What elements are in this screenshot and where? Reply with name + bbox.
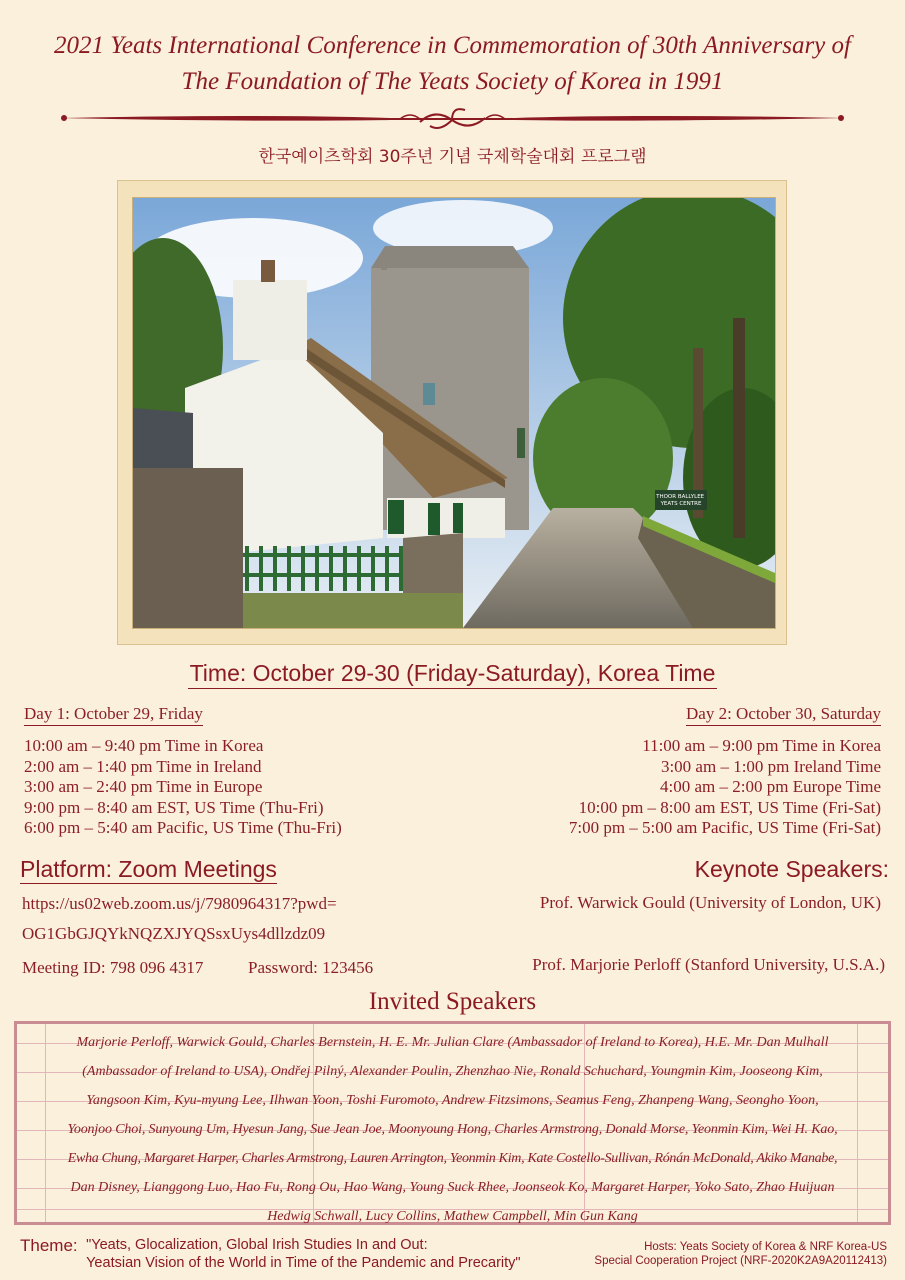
invited-heading: Invited Speakers	[368, 988, 537, 1015]
invited-line: Ewha Chung, Margaret Harper, Charles Armstrong, Lauren Arrington, Yeonmin Kim, Kate Costello-Sullivan, Rónán McDonald, Akiko Manabe,	[67, 1151, 838, 1166]
theme-label: Theme:	[20, 1236, 78, 1255]
theme-line2: Yeatsian Vision of the World in Time of the Pandemic and Precarity"	[86, 1255, 521, 1271]
conference-title-line2: The Foundation of The Yeats Society of Korea in 1991	[181, 68, 724, 95]
day1-label: Day 1: October 29, Friday	[24, 704, 203, 726]
invited-line: Dan Disney, Lianggong Luo, Hao Fu, Rong Ou, Hao Wang, Young Suck Rhee, Joonseok Ko, Margaret Harper, Yoko Sato, Zhao Huijuan	[70, 1180, 835, 1195]
invited-line: Marjorie Perloff, Warwick Gould, Charles Bernstein, H. E. Mr. Julian Clare (Ambassador of Ireland to Korea), H.E. Mr. Dan Mulhall	[76, 1035, 829, 1050]
invited-line: Yoonjoo Choi, Sunyoung Um, Hyesun Jang, Sue Jean Joe, Moonyoung Hong, Charles Armstrong, Donald Morse, Yeonmin Kim, Wei H. Kao,	[67, 1122, 838, 1137]
zoom-url-line1[interactable]: https://us02web.zoom.us/j/7980964317?pwd=	[22, 894, 337, 913]
day1-line: 3:00 am – 2:40 pm Time in Europe	[24, 777, 263, 796]
day2-line: 10:00 pm – 8:00 am EST, US Time (Fri-Sat)	[578, 797, 881, 817]
day1-schedule	[24, 736, 342, 839]
day1-line: 9:00 pm – 8:40 am EST, US Time (Thu-Fri)	[24, 797, 324, 817]
conference-title-line1: 2021 Yeats International Conference in Commemoration of 30th Anniversary of	[54, 32, 851, 59]
thoor-ballylee-photo	[132, 197, 776, 629]
meeting-id: Meeting ID: 798 096 4317	[22, 958, 204, 977]
day1-line: 2:00 am – 1:40 pm Time in Ireland	[24, 756, 262, 776]
zoom-url-line2[interactable]: OG1GbGJQYkNQZXJYQSsxUys4dllzdz09	[22, 924, 326, 943]
day2-label: Day 2: October 30, Saturday	[686, 704, 881, 726]
day1-line: 6:00 pm – 5:40 am Pacific, US Time (Thu-Fri)	[24, 818, 342, 837]
ornamental-divider	[60, 104, 845, 134]
keynote-speaker-1: Prof. Warwick Gould (University of London, UK)	[539, 893, 881, 912]
tower-cottage-illustration	[133, 198, 775, 628]
day2-line: 3:00 am – 1:00 pm Ireland Time	[660, 756, 881, 776]
invited-speakers-box	[14, 1021, 891, 1225]
photo-sign-text: THOOR BALLYLEE YEATS CENTRE	[656, 494, 705, 507]
hosts-line2: Special Cooperation Project (NRF-2020K2A9A20112413)	[594, 1255, 887, 1267]
day2-line: 11:00 am – 9:00 pm Time in Korea	[642, 736, 881, 755]
theme-block	[20, 1236, 521, 1272]
day1-line: 10:00 am – 9:40 pm Time in Korea	[24, 736, 264, 755]
keynote-speaker-2: Prof. Marjorie Perloff (Stanford University, U.S.A.)	[532, 955, 885, 974]
theme-line1: "Yeats, Glocalization, Global Irish Studies In and Out:	[86, 1237, 428, 1253]
day2-line: 7:00 pm – 5:00 am Pacific, US Time (Fri-Sat)	[568, 818, 881, 837]
hosts-line1: Hosts: Yeats Society of Korea & NRF Korea-US	[644, 1241, 887, 1253]
meeting-password: Password: 123456	[248, 958, 374, 977]
time-heading: Time: October 29-30 (Friday-Saturday), Korea Time	[0, 660, 905, 687]
invited-line: Yangsoon Kim, Kyu-myung Lee, Ilhwan Yoon, Toshi Furomoto, Andrew Fitzsimons, Seamus Feng, Zhanpeng Wang, Seongho Yoon,	[86, 1093, 819, 1108]
day2-line: 4:00 am – 2:00 pm Europe Time	[660, 777, 881, 796]
invited-line: (Ambassador of Ireland to USA), Ondřej Pilný, Alexander Poulin, Zhenzhao Nie, Ronald Schuchard, Youngmin Kim, Jooseong Kim,	[82, 1064, 823, 1079]
hosts-block	[594, 1240, 887, 1268]
photo-frame	[117, 180, 787, 645]
keynote-heading: Keynote Speakers:	[694, 856, 889, 882]
day2-schedule	[569, 736, 881, 839]
invited-line: Hedwig Schwall, Lucy Collins, Mathew Campbell, Min Gun Kang	[267, 1209, 638, 1224]
platform-heading: Platform: Zoom Meetings	[20, 856, 277, 882]
korean-subtitle: 한국예이츠학회 30주년 기념 국제학술대회 프로그램	[258, 147, 647, 167]
invited-speakers-list	[17, 1028, 888, 1231]
